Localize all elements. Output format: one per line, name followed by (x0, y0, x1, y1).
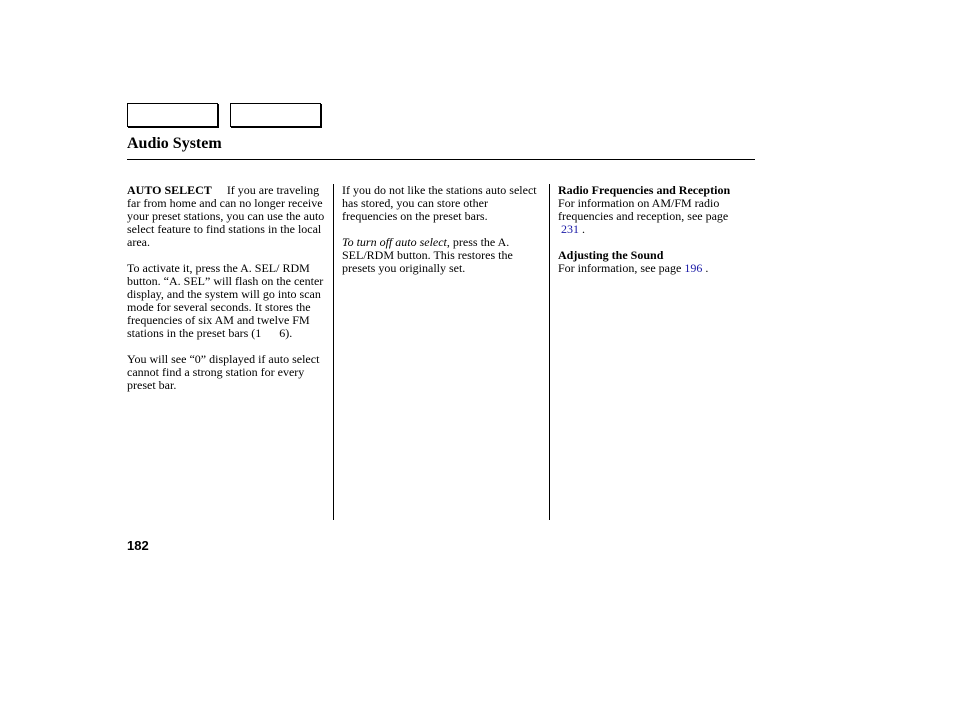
adjusting-sound-section (558, 249, 758, 275)
page-number: 182 (127, 538, 149, 553)
auto-select-heading: AUTO SELECT (127, 183, 212, 197)
nav-button-previous[interactable] (127, 103, 218, 127)
radio-frequencies-section (558, 184, 758, 236)
radio-frequencies-page-link[interactable]: 231 (561, 222, 579, 236)
turn-off-auto-select (342, 236, 542, 275)
radio-frequencies-text: For information on AM/FM radio frequencies and reception, see page (558, 196, 729, 223)
turn-off-auto-select-text: , press the A. SEL/RDM button. This restores the presets you originally set. (342, 235, 513, 275)
store-other-frequencies-text: If you do not like the stations auto select has stored, you can store other frequencies on the preset bars. (342, 183, 537, 223)
page-title: Audio System (127, 135, 222, 152)
title-rule (127, 159, 755, 160)
sound-period: . (705, 261, 709, 275)
auto-select-intro (127, 184, 329, 249)
nav-button-next[interactable] (230, 103, 321, 127)
column-divider (549, 184, 550, 520)
auto-select-activate-text: To activate it, press the A. SEL/ RDM button. “A. SEL” will flash on the center display, and the system will go into scan mode for several seconds. It stores the frequencies of six AM and twelve FM stations in the preset bars (1 6). (127, 261, 324, 340)
column-auto-select (127, 184, 329, 405)
column-divider (333, 184, 334, 520)
column-references (558, 184, 758, 288)
adjusting-sound-page-link[interactable]: 196 (684, 261, 703, 275)
turn-off-auto-select-label: To turn off auto select (342, 235, 447, 249)
column-auto-select-continued (342, 184, 542, 288)
radio-frequencies-heading: Radio Frequencies and Reception (558, 183, 731, 197)
adjusting-sound-heading: Adjusting the Sound (558, 248, 664, 262)
radio-period: . (582, 222, 585, 236)
auto-select-zero-text: You will see “0” displayed if auto select cannot find a strong station for every preset bar. (127, 352, 320, 392)
adjusting-sound-text: For information, see page (558, 261, 682, 275)
auto-select-intro-text: If you are traveling far from home and can no longer receive your preset stations, you can use the auto select feature to find stations in the local area. (127, 183, 325, 249)
